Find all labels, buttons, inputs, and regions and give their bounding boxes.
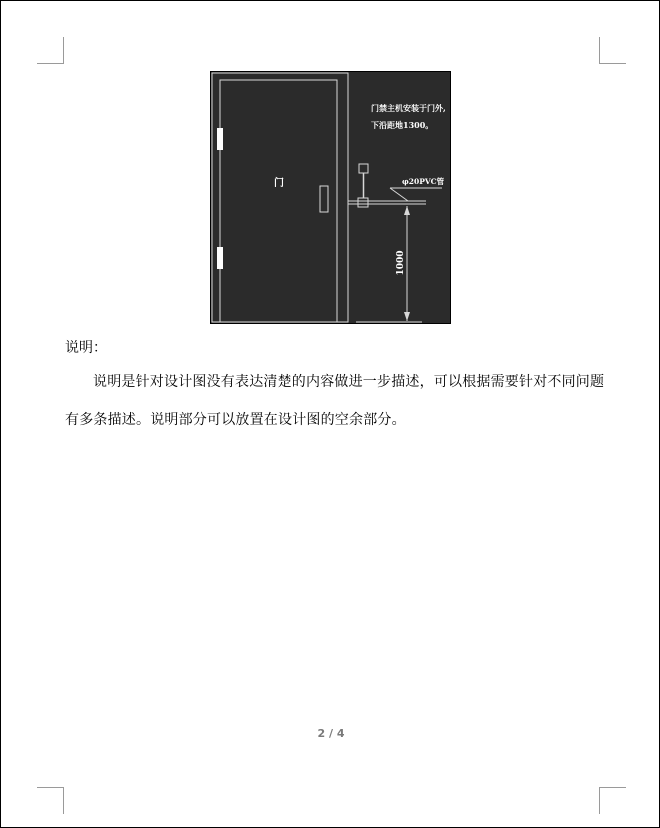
- crop-mark-bottom-left: [37, 787, 64, 814]
- note-line-1: 门禁主机安装于门外,: [371, 103, 446, 113]
- note-line-2: 下沿距地1300。: [371, 120, 434, 130]
- crop-mark-bottom-right: [599, 787, 626, 814]
- door-installation-diagram: [210, 71, 451, 324]
- page-number: 2 / 4: [317, 727, 345, 740]
- height-dimension-label: 1000: [396, 250, 406, 276]
- crop-mark-top-right: [599, 37, 626, 64]
- section-heading: 说明：: [65, 340, 107, 356]
- hinge-bottom: [217, 247, 223, 269]
- hinge-top: [217, 128, 223, 150]
- description-paragraph: 说明是针对设计图没有表达清楚的内容做进一步描述，可以根据需要针对不同问题有多条描述。说明部分可以放置在设计图的空余部分。: [65, 374, 605, 428]
- crop-mark-top-left: [37, 37, 64, 64]
- pipe-label: φ20PVC管: [402, 177, 445, 186]
- door-label: 门: [274, 178, 284, 189]
